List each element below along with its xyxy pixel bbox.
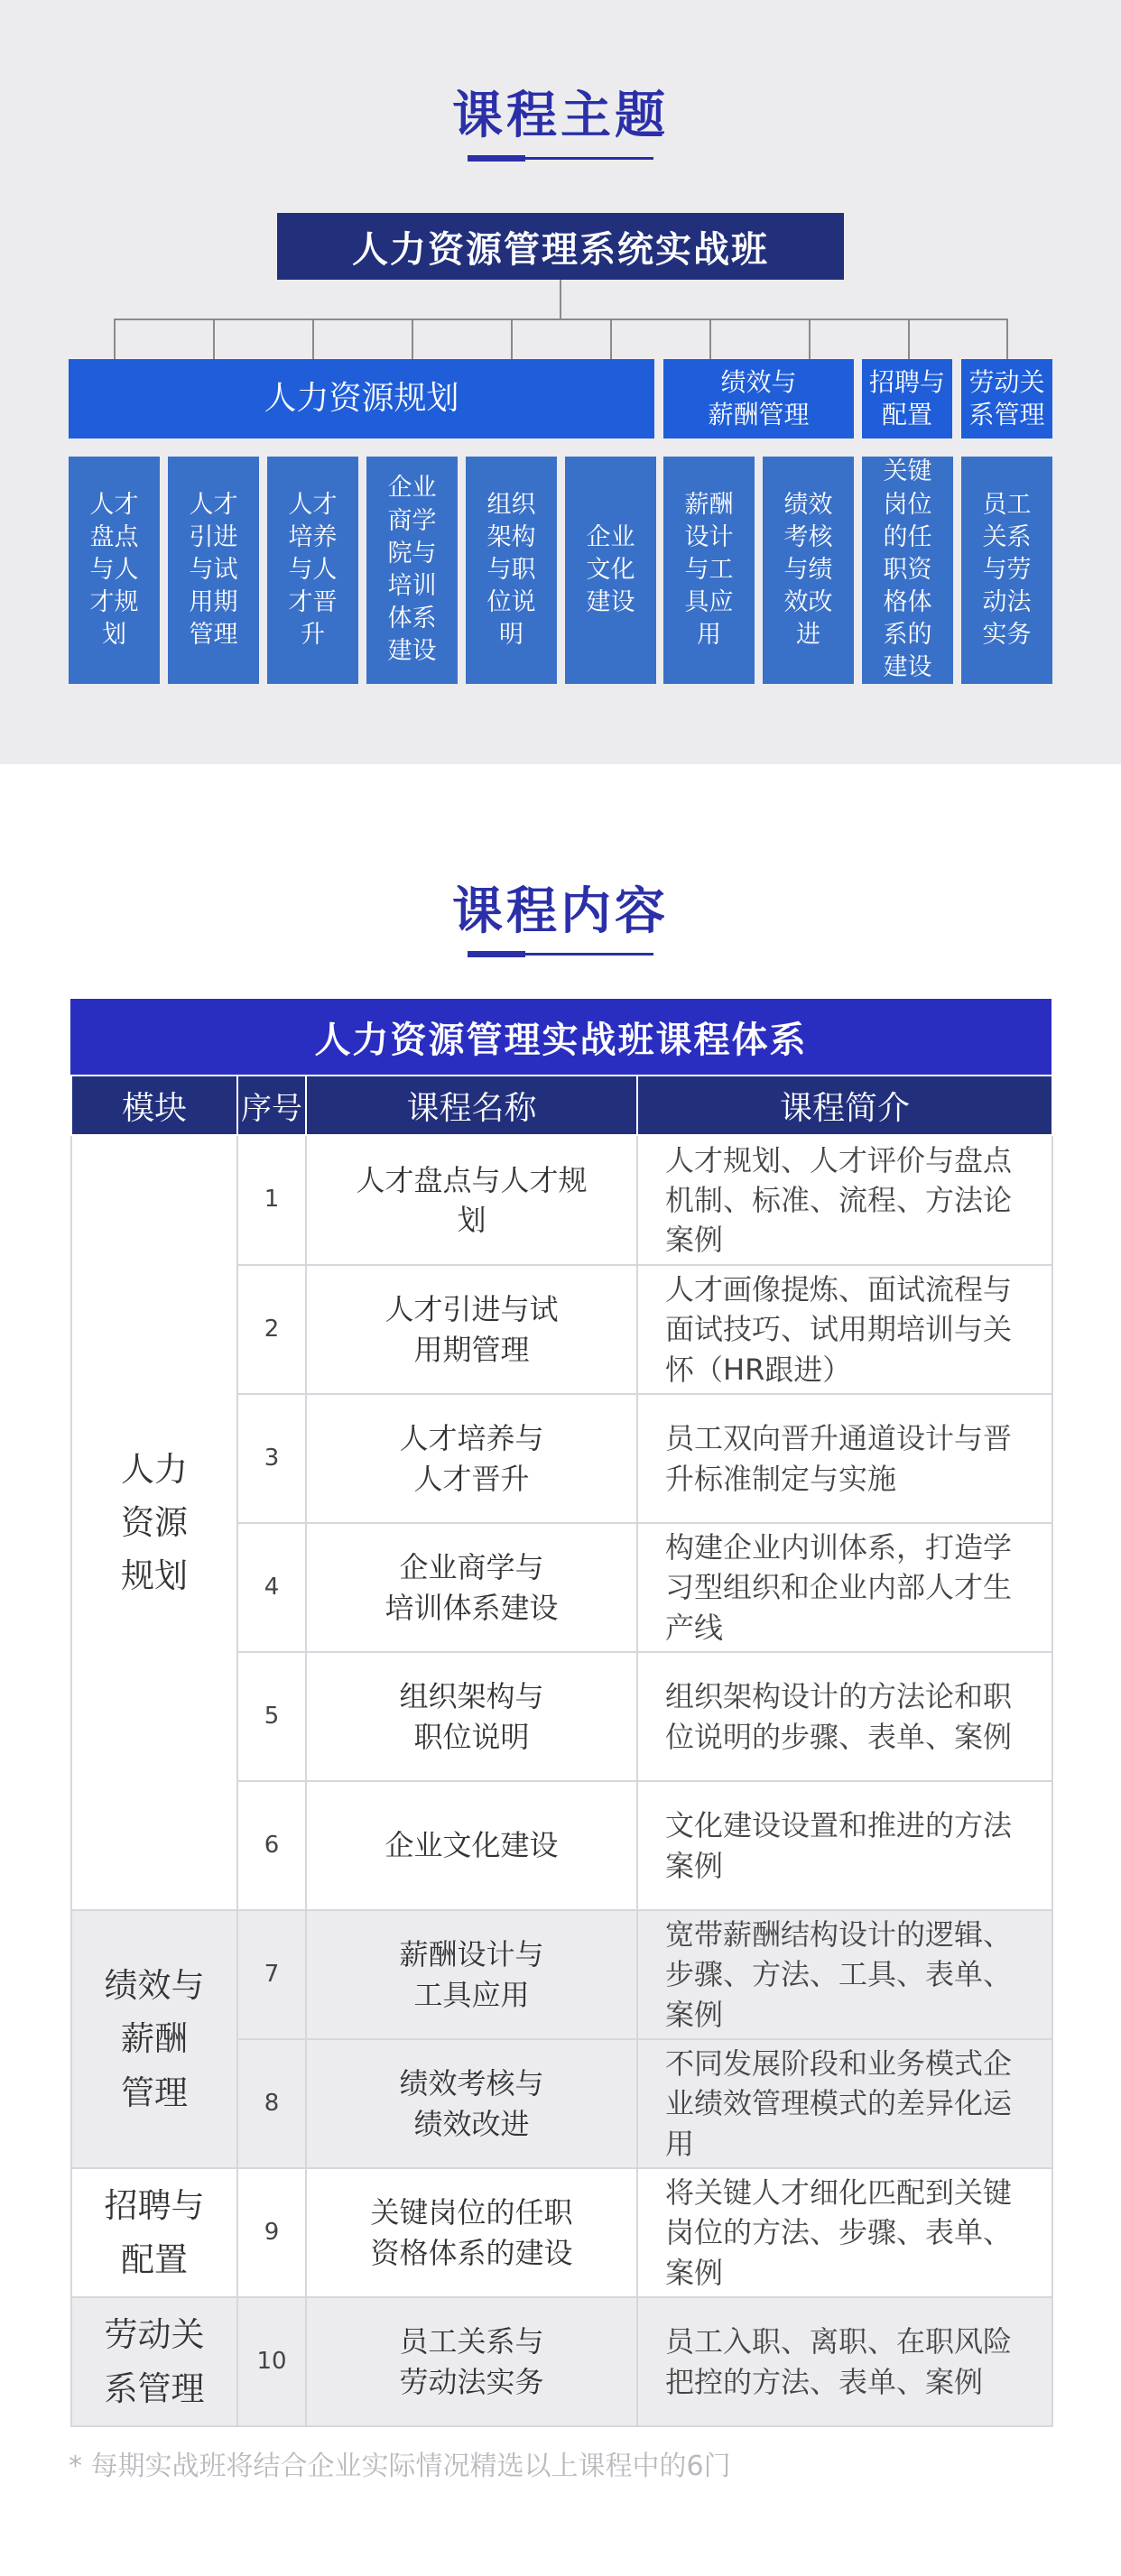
course-desc: 员工入职、离职、在职风险把控的方法、表单、案例 — [637, 2297, 1052, 2426]
leaf-course — [267, 457, 358, 684]
category-performance-pay — [663, 359, 854, 439]
course-name: 员工关系与 劳动法实务 — [306, 2297, 637, 2426]
connector-horizontal — [114, 319, 1007, 320]
row-number: 6 — [237, 1781, 306, 1910]
course-desc: 员工双向晋升通道设计与晋升标准制定与实施 — [637, 1394, 1052, 1523]
course-name: 绩效考核与 绩效改进 — [306, 2039, 637, 2168]
row-number: 2 — [237, 1265, 306, 1394]
connector-drop — [312, 319, 314, 359]
category-recruiting — [862, 359, 952, 439]
course-table — [70, 999, 1052, 2427]
leaf-course — [168, 457, 259, 684]
connector-drop — [511, 319, 513, 359]
course-name: 关键岗位的任职 资格体系的建设 — [306, 2168, 637, 2297]
connector-drop — [114, 319, 116, 359]
row-number: 10 — [237, 2297, 306, 2426]
connector-drop — [412, 319, 413, 359]
course-name: 薪酬设计与 工具应用 — [306, 1910, 637, 2039]
course-name: 企业文化建设 — [306, 1781, 637, 1910]
course-desc: 将关键人才细化匹配到关键岗位的方法、步骤、表单、案例 — [637, 2168, 1052, 2297]
connector-drop — [1006, 319, 1008, 359]
section-title-theme: 课程主题 — [452, 87, 669, 145]
header-no: 序号 — [237, 1076, 306, 1135]
row-number: 1 — [237, 1135, 306, 1265]
course-table-grid — [70, 1075, 1053, 2427]
course-desc: 组织架构设计的方法论和职位说明的步骤、表单、案例 — [637, 1652, 1052, 1781]
connector-drop — [213, 319, 215, 359]
category-label: 绩效与 薪酬管理 — [708, 366, 810, 429]
category-label: 招聘与 配置 — [868, 366, 945, 429]
leaf-course — [69, 457, 160, 684]
header-module: 模块 — [71, 1076, 237, 1135]
category-hr-planning — [69, 359, 654, 439]
row-number: 4 — [237, 1523, 306, 1652]
course-desc: 人才规划、人才评价与盘点机制、标准、流程、方法论案例 — [637, 1135, 1052, 1265]
tree-root: 人力资源管理系统实战班 — [277, 213, 844, 280]
module-cell: 绩效与 薪酬 管理 — [71, 1910, 237, 2168]
module-cell: 人力 资源 规划 — [71, 1135, 237, 1910]
course-desc: 不同发展阶段和业务模式企业绩效管理模式的差异化运用 — [637, 2039, 1052, 2168]
module-cell: 招聘与 配置 — [71, 2168, 237, 2297]
leaf-course — [862, 457, 953, 684]
course-name: 人才盘点与人才规划 — [306, 1135, 637, 1265]
course-desc: 宽带薪酬结构设计的逻辑、步骤、方法、工具、表单、案例 — [637, 1910, 1052, 2039]
leaf-label: 人才引进与试用期管理 — [189, 490, 238, 650]
category-label: 劳动关 系管理 — [968, 366, 1045, 429]
connector-drop — [610, 319, 612, 359]
leaf-label: 人才培养与人才晋升 — [288, 490, 338, 650]
leaf-label: 企业文化建设 — [586, 522, 635, 617]
row-number: 8 — [237, 2039, 306, 2168]
course-desc: 文化建设设置和推进的方法案例 — [637, 1781, 1052, 1910]
leaf-course — [565, 457, 656, 684]
leaf-course — [961, 457, 1052, 684]
table-row — [71, 2168, 1052, 2297]
course-desc: 构建企业内训体系，打造学习型组织和企业内部人才生产线 — [637, 1523, 1052, 1652]
leaf-label: 企业商学院与培训体系建设 — [387, 474, 437, 666]
leaf-label: 组织架构与职位说明 — [486, 490, 536, 650]
section-title-content: 课程内容 — [452, 882, 669, 941]
header-course-desc: 课程简介 — [637, 1076, 1052, 1135]
category-label: 人力资源规划 — [264, 379, 459, 417]
leaf-course — [663, 457, 755, 684]
leaf-label: 人才盘点与人才规划 — [89, 490, 139, 650]
table-header-row — [71, 1076, 1052, 1135]
connector-root — [560, 280, 561, 319]
course-theme-section — [0, 0, 1121, 764]
module-cell: 劳动关 系管理 — [71, 2297, 237, 2426]
row-number: 7 — [237, 1910, 306, 2039]
row-number: 9 — [237, 2168, 306, 2297]
table-caption: 人力资源管理实战班课程体系 — [70, 999, 1052, 1075]
leaf-course — [466, 457, 557, 684]
footnote: * 每期实战班将结合企业实际情况精选以上课程中的6门 — [69, 2451, 731, 2482]
table-row — [71, 1135, 1052, 1265]
row-number: 3 — [237, 1394, 306, 1523]
leaf-label: 薪酬设计与工具应用 — [684, 490, 734, 650]
category-labor-relations — [961, 359, 1052, 439]
leaf-course — [763, 457, 854, 684]
course-name: 人才引进与试 用期管理 — [306, 1265, 637, 1394]
title-underline — [468, 953, 653, 956]
row-number: 5 — [237, 1652, 306, 1781]
connector-drop — [709, 319, 711, 359]
course-name: 企业商学与 培训体系建设 — [306, 1523, 637, 1652]
course-name: 组织架构与 职位说明 — [306, 1652, 637, 1781]
table-row — [71, 1910, 1052, 2039]
course-name: 人才培养与 人才晋升 — [306, 1394, 637, 1523]
leaf-label: 关键岗位的任职资格体系的建设 — [883, 457, 932, 682]
table-row — [71, 2297, 1052, 2426]
leaf-label: 绩效考核与绩效改进 — [783, 490, 833, 650]
course-desc: 人才画像提炼、面试流程与面试技巧、试用期培训与关怀（HR跟进） — [637, 1265, 1052, 1394]
connector-drop — [809, 319, 811, 359]
leaf-label: 员工关系与劳动法实务 — [982, 490, 1032, 650]
connector-drop — [908, 319, 910, 359]
leaf-course — [366, 457, 458, 684]
header-course-name: 课程名称 — [306, 1076, 637, 1135]
title-underline — [468, 157, 653, 160]
